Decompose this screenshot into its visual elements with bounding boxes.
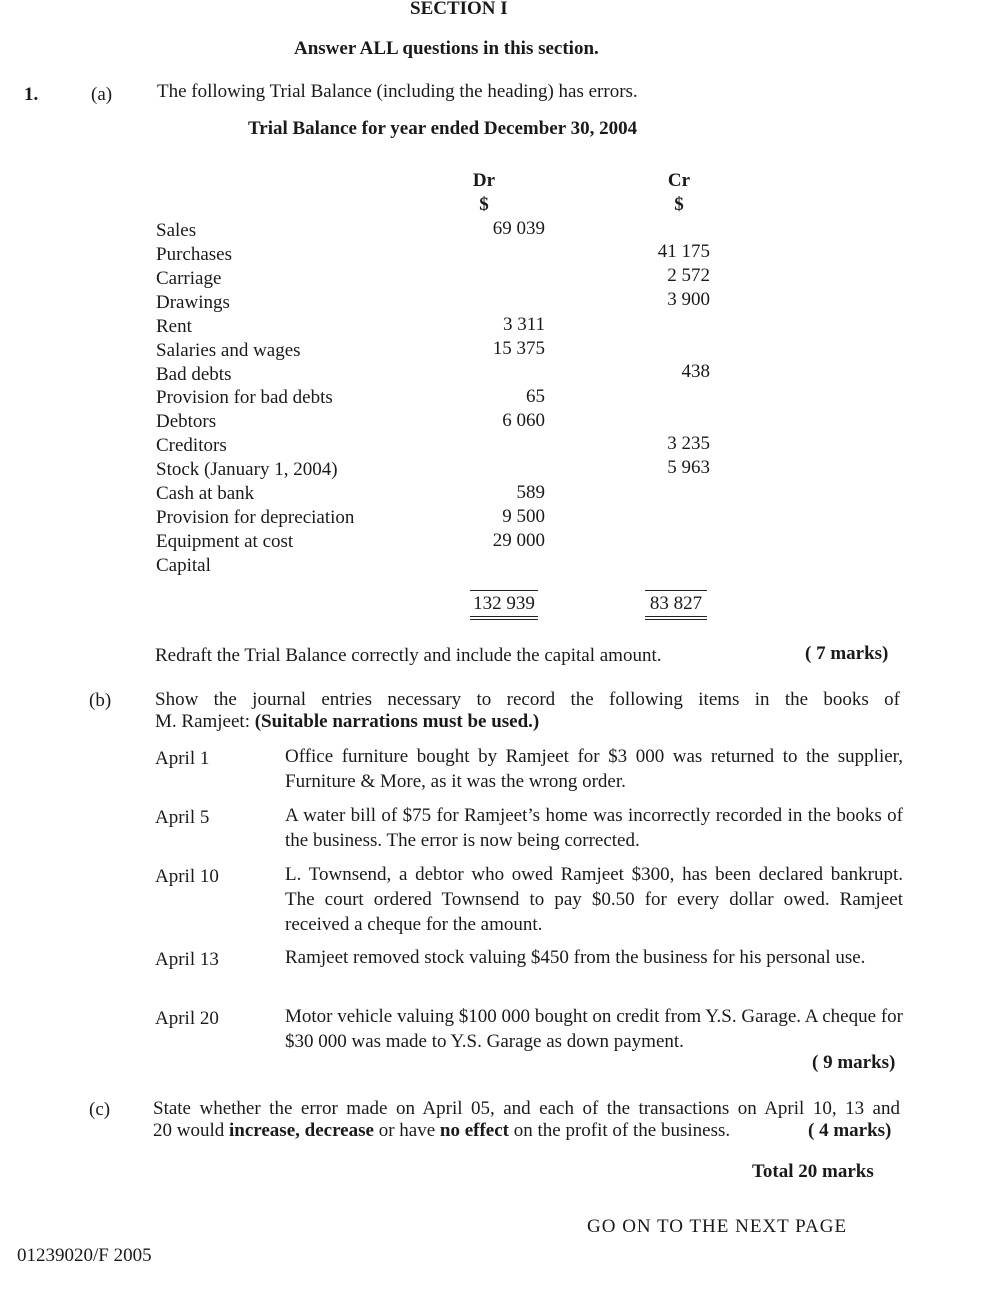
part-b-label: (b): [89, 690, 112, 711]
tb-row-name: Rent: [156, 316, 192, 337]
journal-item-text: Ramjeet removed stock valuing $450 from the business for his personal use.: [285, 947, 866, 968]
part-c-label: (c): [89, 1099, 111, 1120]
part-c-text-or: or have: [373, 1120, 440, 1141]
section-instruction: Answer ALL questions in this section.: [294, 38, 599, 59]
part-a-label: (a): [91, 84, 113, 105]
tb-row-name: Drawings: [156, 292, 230, 313]
tb-dr-value: 15 375: [492, 338, 545, 359]
tb-row-name: Bad debts: [156, 364, 232, 385]
journal-item-text: Office furniture bought by Ramjeet for $3 000 was returned to the supplier, Furniture & More, as it was the wrong order.: [285, 746, 903, 792]
section-heading: SECTION I: [410, 0, 508, 19]
tb-cr-value: 5 963: [667, 457, 710, 478]
tb-row-name: Equipment at cost: [156, 531, 294, 552]
journal-item-text: Motor vehicle valuing $100 000 bought on credit from Y.S. Garage. A cheque for $30 000 was made to Y.S. Garage as down payment.: [285, 1006, 903, 1052]
journal-item-date: April 5: [155, 807, 210, 828]
tb-dr-value: 3 311: [502, 314, 545, 335]
tb-dr-value: 65: [526, 386, 545, 407]
tb-row-name: Provision for bad debts: [156, 387, 333, 408]
dr-column-header: Dr: [472, 170, 496, 191]
tb-row-name: Carriage: [156, 268, 222, 289]
journal-item-date: April 1: [155, 748, 210, 769]
journal-item-date: April 13: [155, 949, 219, 970]
tb-row-name: Stock (January 1, 2004): [156, 459, 338, 480]
trial-balance-title: Trial Balance for year ended December 30, 2004: [248, 118, 638, 139]
journal-item-date: April 10: [155, 866, 219, 887]
part-c-text-end: on the profit of the business.: [509, 1120, 731, 1141]
tb-row-name: Debtors: [156, 411, 217, 432]
journal-item-date: April 20: [155, 1008, 219, 1029]
tb-row-name: Provision for depreciation: [156, 507, 355, 528]
tb-row-name: Capital: [156, 555, 211, 576]
tb-row-name: Sales: [156, 220, 197, 241]
cr-currency: $: [674, 194, 684, 215]
comma: ,: [295, 1120, 305, 1141]
tb-total-dr: 132 939: [470, 590, 538, 620]
part-c-marks: ( 4 marks): [808, 1120, 892, 1141]
part-c-text-start: 20 would: [153, 1120, 229, 1141]
part-c-text-line2: [153, 1120, 730, 1142]
question-number: 1.: [24, 84, 39, 105]
tb-dr-value: 29 000: [492, 530, 545, 551]
part-b-intro-line2: [155, 711, 539, 733]
cr-column-header: Cr: [667, 170, 691, 191]
tb-row-name: Creditors: [156, 435, 227, 456]
next-page-notice: GO ON TO THE NEXT PAGE: [587, 1216, 848, 1237]
tb-dr-value: 9 500: [502, 506, 545, 527]
part-a-task: Redraft the Trial Balance correctly and include the capital amount.: [155, 645, 662, 666]
part-a-intro: The following Trial Balance (including the heading) has errors.: [157, 81, 638, 102]
tb-row-name: Purchases: [156, 244, 232, 265]
tb-cr-value: 41 175: [657, 241, 710, 262]
word-increase: increase: [229, 1120, 296, 1141]
tb-cr-value: 3 900: [667, 289, 710, 310]
journal-item-text: A water bill of $75 for Ramjeet’s home was incorrectly recorded in the books of the business. The error is now being corrected.: [285, 805, 903, 851]
tb-dr-value: 589: [516, 482, 545, 503]
total-marks: Total 20 marks: [752, 1161, 874, 1182]
tb-row-name: Salaries and wages: [156, 340, 301, 361]
word-no-effect: no effect: [439, 1120, 509, 1141]
paper-code: 01239020/F 2005: [17, 1245, 152, 1266]
part-b-marks: ( 9 marks): [812, 1052, 896, 1073]
tb-total-cr: 83 827: [645, 590, 707, 620]
journal-item-text: L. Townsend, a debtor who owed Ramjeet $300, has been declared bankrupt. The court ordered Townsend to pay $0.50 for every dollar owed. Ramjeet received a cheque for the amount.: [285, 864, 903, 935]
part-c-text-line1: State whether the error made on April 05, and each of the transactions on April 10, 13 and: [153, 1098, 900, 1119]
part-b-intro-line1: Show the journal entries necessary to record the following items in the books of: [155, 689, 900, 710]
tb-dr-value: 6 060: [502, 410, 545, 431]
tb-cr-value: 2 572: [667, 265, 710, 286]
word-decrease: decrease: [304, 1120, 374, 1141]
tb-row-name: Cash at bank: [156, 483, 255, 504]
dr-currency: $: [479, 194, 489, 215]
tb-cr-value: 3 235: [667, 433, 710, 454]
part-b-intro-note: (Suitable narrations must be used.): [254, 711, 540, 732]
part-a-marks: ( 7 marks): [805, 643, 889, 664]
tb-dr-value: 69 039: [492, 218, 545, 239]
tb-cr-value: 438: [681, 361, 710, 382]
part-b-intro-name: M. Ramjeet:: [155, 711, 255, 732]
